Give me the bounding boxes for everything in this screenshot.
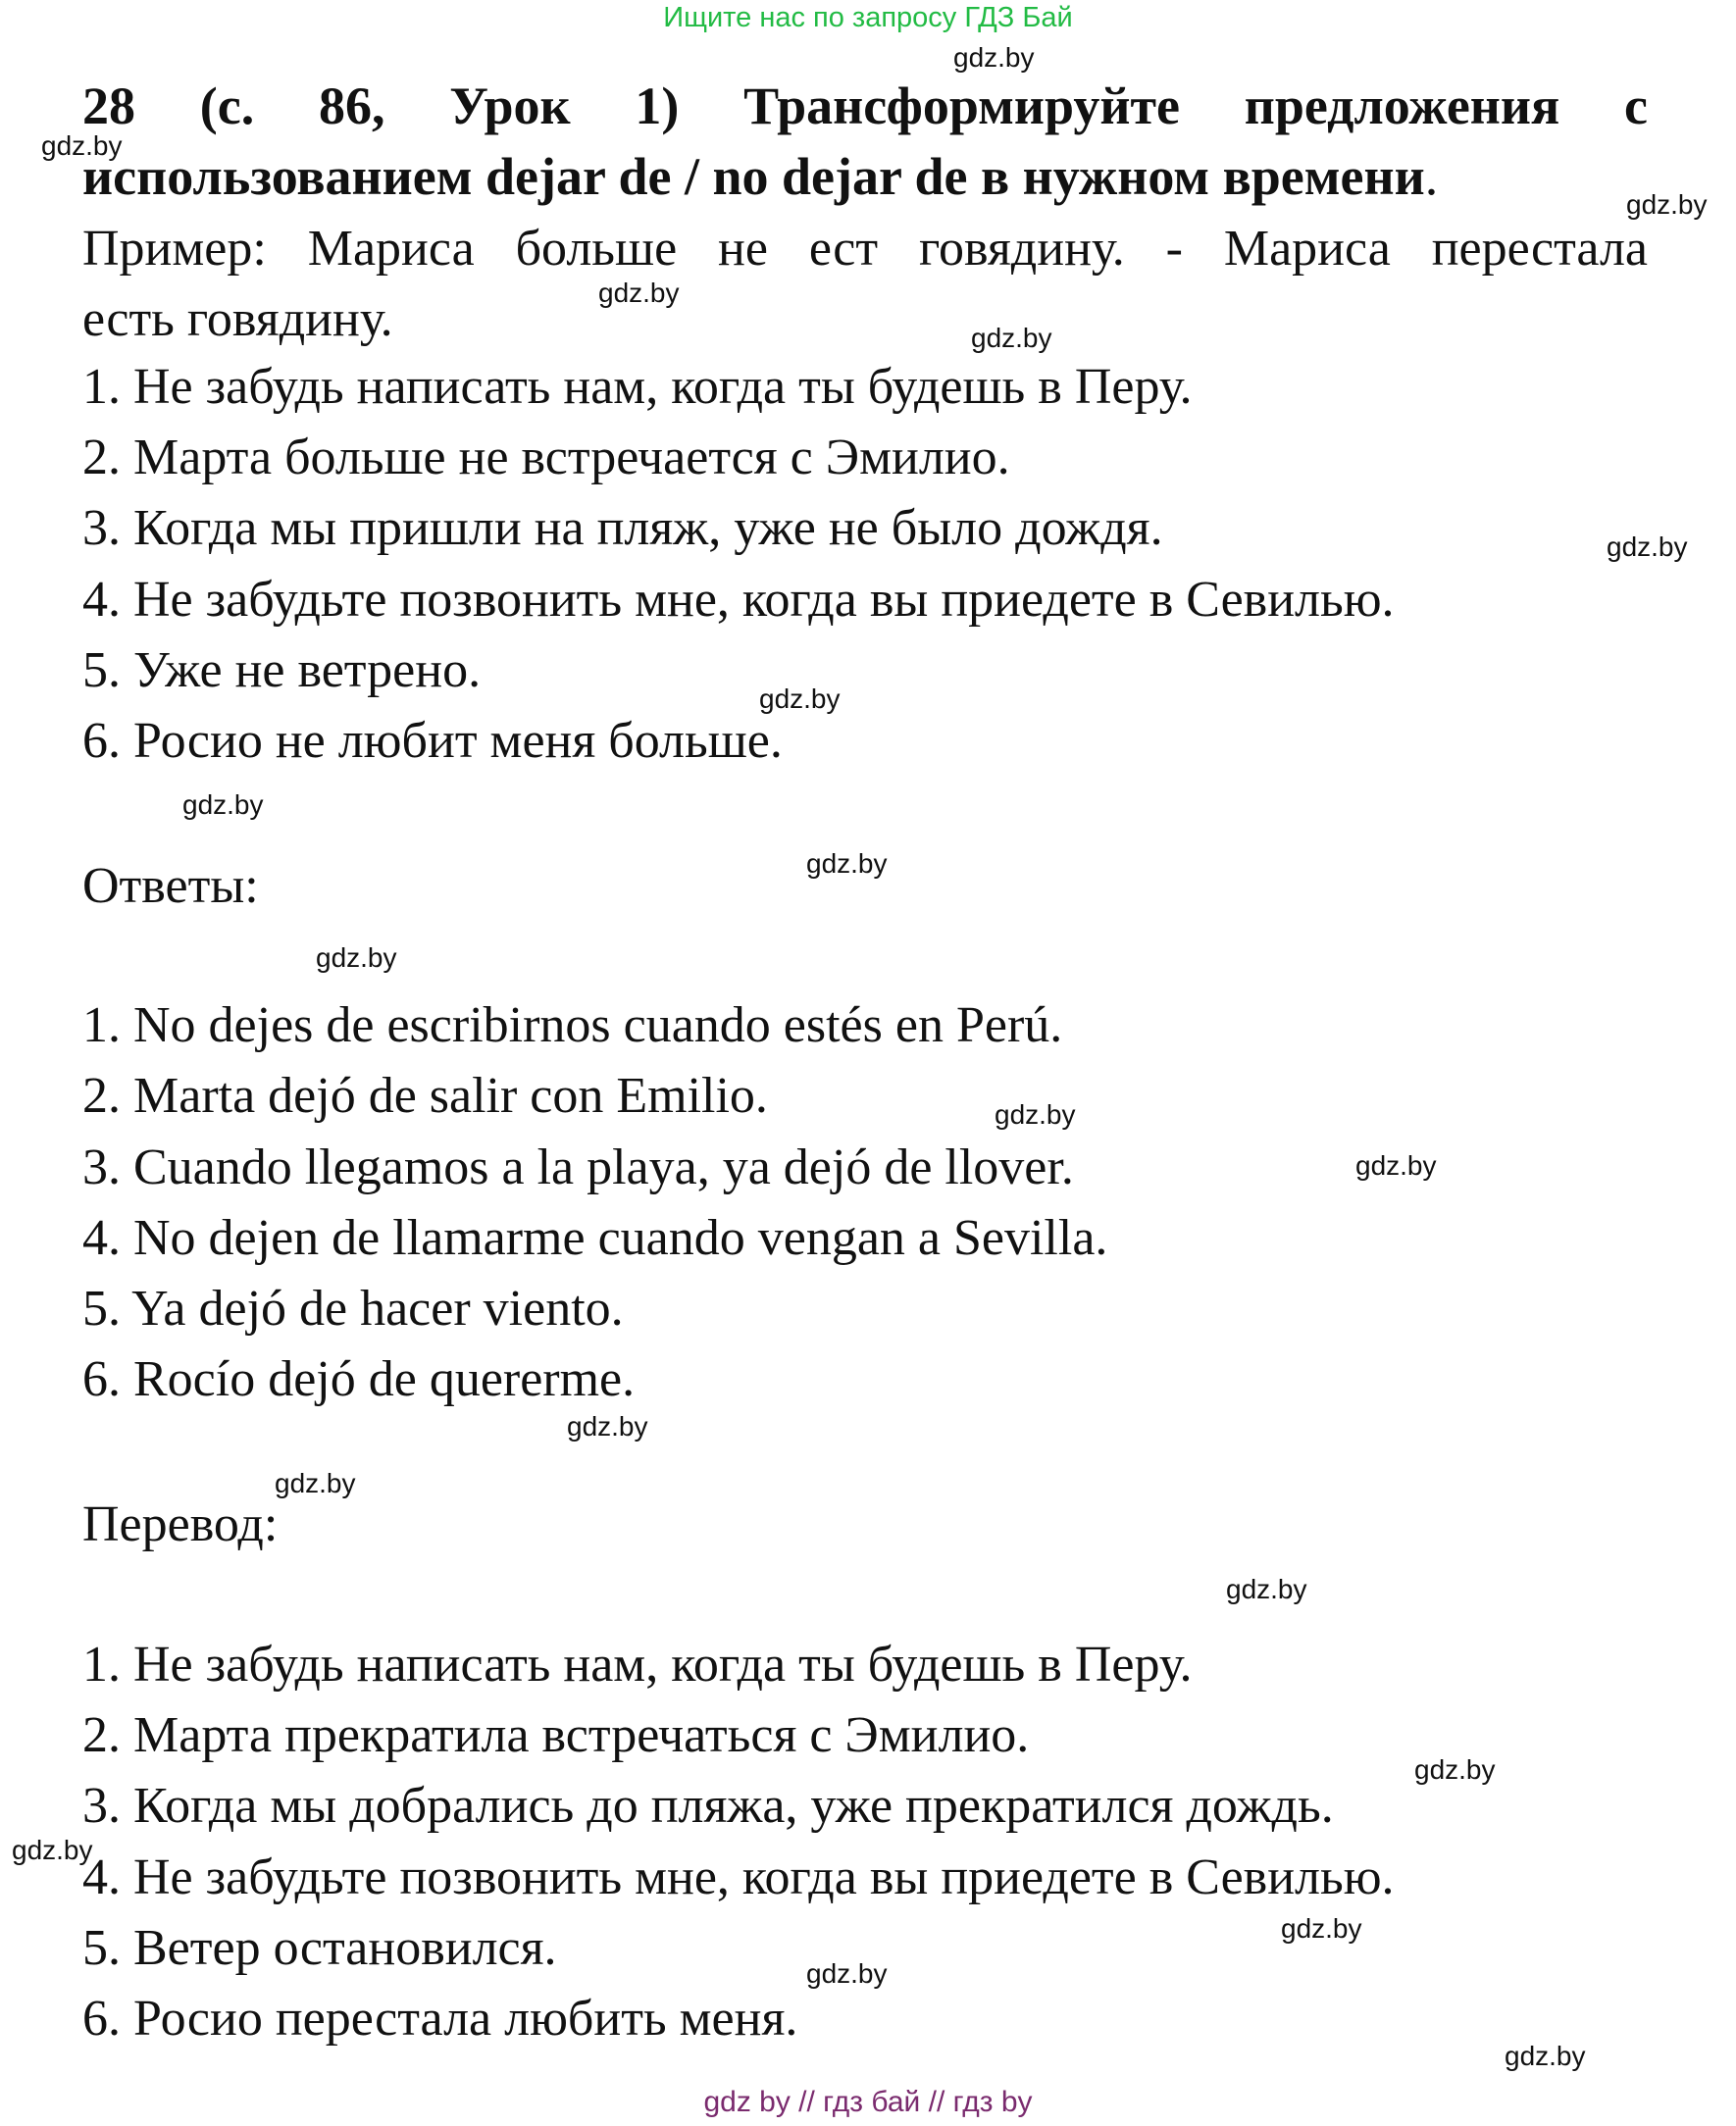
translation-1: 1. Не забудь написать нам, когда ты будешь в Перу. bbox=[82, 1637, 1193, 1693]
answer-5: 5. Ya dejó de hacer viento. bbox=[82, 1281, 624, 1337]
task-title-line-2 bbox=[82, 141, 1648, 212]
answer-1: 1. No dejes de escribirnos cuando estés en Perú. bbox=[82, 997, 1063, 1053]
watermark: gdz.by bbox=[41, 130, 123, 161]
task-title bbox=[82, 71, 1648, 212]
watermark: gdz.by bbox=[759, 683, 841, 714]
watermark: gdz.by bbox=[1626, 189, 1708, 220]
example-line-2: есть говядину. bbox=[82, 291, 393, 347]
answer-2: 2. Marta dejó de salir con Emilio. bbox=[82, 1068, 768, 1124]
translation-6: 6. Росио перестала любить меня. bbox=[82, 1991, 798, 2047]
top-banner: Ищите нас по запросу ГДЗ Бай bbox=[663, 2, 1073, 33]
watermark: gdz.by bbox=[953, 42, 1035, 73]
watermark: gdz.by bbox=[12, 1835, 93, 1865]
sentence-4: 4. Не забудьте позвонить мне, когда вы приедете в Севилью. bbox=[82, 572, 1395, 628]
watermark: gdz.by bbox=[971, 323, 1052, 353]
translation-4: 4. Не забудьте позвонить мне, когда вы приедете в Севилью. bbox=[82, 1849, 1395, 1905]
task-title-line-1: 28 (с. 86, Урок 1) Трансформируйте предложения с bbox=[82, 76, 1648, 135]
answer-6: 6. Rocío dejó de quererme. bbox=[82, 1351, 636, 1407]
watermark: gdz.by bbox=[275, 1468, 356, 1498]
watermark: gdz.by bbox=[598, 278, 680, 308]
translation-5: 5. Ветер остановился. bbox=[82, 1920, 557, 1976]
watermark: gdz.by bbox=[182, 789, 264, 820]
watermark: gdz.by bbox=[806, 1958, 888, 1989]
footer-links: gdz by // гдз бай // гдз by bbox=[703, 2086, 1033, 2118]
task-title-line-2-text: использованием dejar de / no dejar de в нужном времени bbox=[82, 147, 1425, 206]
watermark: gdz.by bbox=[1607, 532, 1688, 562]
watermark: gdz.by bbox=[567, 1411, 648, 1442]
watermark: gdz.by bbox=[1226, 1574, 1307, 1604]
watermark: gdz.by bbox=[1281, 1913, 1362, 1944]
sentence-6: 6. Росио не любит меня больше. bbox=[82, 713, 783, 769]
example-line-1: Пример: Мариса больше не ест говядину. - Мариса перестала bbox=[82, 221, 1648, 277]
translation-3: 3. Когда мы добрались до пляжа, уже прекратился дождь. bbox=[82, 1778, 1334, 1834]
watermark: gdz.by bbox=[1505, 2041, 1586, 2071]
sentence-1: 1. Не забудь написать нам, когда ты будешь в Перу. bbox=[82, 359, 1193, 415]
watermark: gdz.by bbox=[995, 1099, 1076, 1130]
answer-4: 4. No dejen de llamarme cuando vengan a Sevilla. bbox=[82, 1210, 1108, 1266]
answers-heading: Ответы: bbox=[82, 858, 259, 914]
watermark: gdz.by bbox=[806, 848, 888, 879]
sentence-5: 5. Уже не ветрено. bbox=[82, 642, 482, 698]
translation-2: 2. Марта прекратила встречаться с Эмилио. bbox=[82, 1707, 1030, 1763]
translation-heading: Перевод: bbox=[82, 1496, 279, 1552]
watermark: gdz.by bbox=[316, 942, 397, 973]
watermark: gdz.by bbox=[1355, 1150, 1437, 1181]
task-title-period: . bbox=[1424, 147, 1439, 206]
task-example bbox=[82, 214, 1648, 355]
watermark: gdz.by bbox=[1414, 1754, 1496, 1785]
answer-3: 3. Cuando llegamos a la playa, ya dejó de llover. bbox=[82, 1139, 1074, 1195]
sentence-3: 3. Когда мы пришли на пляж, уже не было дождя. bbox=[82, 500, 1163, 556]
sentence-2: 2. Марта больше не встречается с Эмилио. bbox=[82, 430, 1010, 485]
